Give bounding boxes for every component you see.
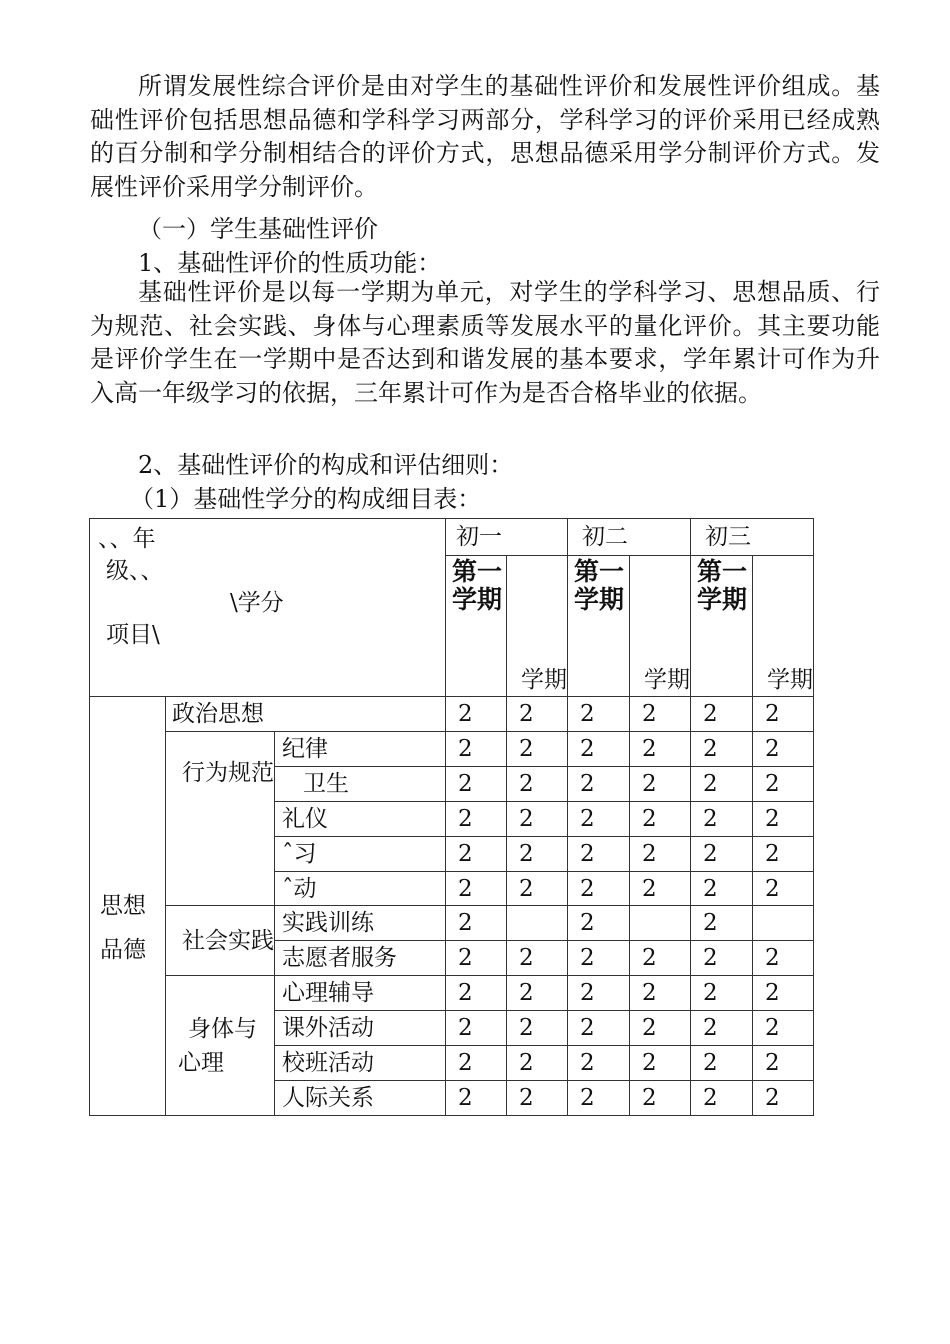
credit-value: 2 <box>568 836 630 871</box>
nature-paragraph: 基础性评价是以每一学期为单元，对学生的学科学习、思想品质、行为规范、社会实践、身体与心理素质等发展水平的量化评价。其主要功能是评价学生在一学期中是否达到和谐发展的基本要求，学年累计可作为升入高一年级学习的依据，三年累计可作为是否合格毕业的依据。 <box>90 278 880 407</box>
credit-value: 2 <box>446 766 507 801</box>
credit-value: 2 <box>753 976 814 1011</box>
nature-heading: 1、基础性评价的性质功能： <box>138 249 442 277</box>
section-heading: （一）学生基础性评价 <box>138 215 378 243</box>
table-row <box>90 906 814 941</box>
credit-value: 2 <box>568 976 630 1011</box>
credit-value: 2 <box>691 941 753 976</box>
credit-value: 2 <box>630 801 691 836</box>
item-label: 卫生 <box>275 766 446 801</box>
table-heading: （1）基础性学分的构成细目表： <box>130 485 482 513</box>
credit-value: 2 <box>507 801 568 836</box>
credit-value: 2 <box>568 1011 630 1046</box>
credit-value: 2 <box>630 871 691 906</box>
credit-value: 2 <box>446 801 507 836</box>
credit-value: 2 <box>507 697 568 732</box>
credit-value: 2 <box>691 1046 753 1081</box>
credit-value: 2 <box>753 1046 814 1081</box>
credit-value: 2 <box>630 766 691 801</box>
credit-value: 2 <box>753 766 814 801</box>
credit-value: 2 <box>568 1046 630 1081</box>
credit-value <box>507 906 568 941</box>
credit-value: 2 <box>691 1080 753 1115</box>
credit-value: 2 <box>753 871 814 906</box>
credit-value: 2 <box>446 1011 507 1046</box>
item-label: 校班活动 <box>275 1046 446 1081</box>
credit-value: 2 <box>446 941 507 976</box>
credit-value: 2 <box>691 906 753 941</box>
credit-value: 2 <box>630 732 691 767</box>
item-label: 心理辅导 <box>275 976 446 1011</box>
credit-value: 2 <box>446 697 507 732</box>
semester-2-header: 学期 <box>753 556 814 697</box>
item-label: ˆ习 <box>275 836 446 871</box>
item-label: 人际关系 <box>275 1080 446 1115</box>
credit-value: 2 <box>691 697 753 732</box>
credit-value: 2 <box>446 1046 507 1081</box>
credit-value: 2 <box>630 1046 691 1081</box>
corner-grade-label-2: 级、、 <box>106 558 164 584</box>
credit-value: 2 <box>691 976 753 1011</box>
credit-value <box>630 906 691 941</box>
semester-2-header: 学期 <box>507 556 568 697</box>
credit-value: 2 <box>753 801 814 836</box>
credit-value: 2 <box>568 871 630 906</box>
item-label: 纪律 <box>275 732 446 767</box>
group-behavior <box>166 732 275 906</box>
table-row <box>90 976 814 1011</box>
credit-value: 2 <box>753 941 814 976</box>
credit-value: 2 <box>446 732 507 767</box>
semester-1-header: 第一学期 <box>691 556 753 697</box>
group-body <box>166 976 275 1116</box>
item-label: 课外活动 <box>275 1011 446 1046</box>
credit-value: 2 <box>507 871 568 906</box>
table-corner-header <box>90 519 446 697</box>
credit-value: 2 <box>446 1080 507 1115</box>
credit-value: 2 <box>568 1080 630 1115</box>
group-social <box>166 906 275 976</box>
credit-value: 2 <box>446 906 507 941</box>
grade-header-2: 初二 <box>568 519 691 556</box>
grade-header-3: 初三 <box>691 519 814 556</box>
credit-value: 2 <box>507 1046 568 1081</box>
credit-value: 2 <box>630 1011 691 1046</box>
credit-value: 2 <box>691 732 753 767</box>
credit-value: 2 <box>507 1080 568 1115</box>
group-body-label: 身体与心理 <box>178 1015 257 1076</box>
credit-value: 2 <box>691 766 753 801</box>
group-social-label: 社会实践 <box>182 927 274 954</box>
credit-value: 2 <box>630 976 691 1011</box>
table-row <box>90 732 814 767</box>
table-row <box>90 697 814 732</box>
credit-value: 2 <box>568 941 630 976</box>
credit-value: 2 <box>630 941 691 976</box>
credit-value: 2 <box>568 801 630 836</box>
composition-heading: 2、基础性评价的构成和评估细则： <box>138 451 514 479</box>
credit-value: 2 <box>446 871 507 906</box>
category-label: 思想品德 <box>100 892 146 963</box>
credit-value: 2 <box>753 732 814 767</box>
intro-paragraph: 所谓发展性综合评价是由对学生的基础性评价和发展性评价组成。基础性评价包括思想品德和学科学习两部分，学科学习的评价采用已经成熟的百分制和学分制相结合的评价方式，思想品德采用学分制评价方式。发展性评价采用学分制评价。 <box>90 72 880 201</box>
credit-value: 2 <box>753 1080 814 1115</box>
credit-value <box>753 906 814 941</box>
credit-value: 2 <box>507 976 568 1011</box>
credit-value: 2 <box>630 1080 691 1115</box>
credit-value: 2 <box>630 697 691 732</box>
credit-value: 2 <box>507 732 568 767</box>
semester-1-header: 第一学期 <box>568 556 630 697</box>
group-behavior-label: 行为规范 <box>182 760 274 786</box>
credit-value: 2 <box>753 836 814 871</box>
credit-value: 2 <box>446 836 507 871</box>
semester-2-header: 学期 <box>630 556 691 697</box>
item-label: ˆ动 <box>275 871 446 906</box>
credit-value: 2 <box>630 836 691 871</box>
credit-value: 2 <box>507 1011 568 1046</box>
credits-table <box>89 518 814 1116</box>
credit-value: 2 <box>691 871 753 906</box>
group-politics: 政治思想 <box>166 697 446 732</box>
semester-1-header: 第一学期 <box>446 556 507 697</box>
corner-item-label: 项目\ <box>106 622 160 648</box>
grade-header-1: 初一 <box>446 519 568 556</box>
item-label: 实践训练 <box>275 906 446 941</box>
credit-value: 2 <box>753 697 814 732</box>
item-label: 礼仪 <box>275 801 446 836</box>
credit-value: 2 <box>568 906 630 941</box>
credit-value: 2 <box>507 836 568 871</box>
corner-credit-label: \学分 <box>230 590 284 616</box>
credit-value: 2 <box>691 801 753 836</box>
corner-grade-label: 、、年 <box>98 526 156 552</box>
credit-value: 2 <box>446 976 507 1011</box>
item-label: 志愿者服务 <box>275 941 446 976</box>
credit-value: 2 <box>691 1011 753 1046</box>
credit-value: 2 <box>507 941 568 976</box>
credit-value: 2 <box>691 836 753 871</box>
credit-value: 2 <box>507 766 568 801</box>
category-cell <box>90 697 166 1116</box>
credit-value: 2 <box>568 732 630 767</box>
credit-value: 2 <box>568 697 630 732</box>
credit-value: 2 <box>568 766 630 801</box>
credit-value: 2 <box>753 1011 814 1046</box>
